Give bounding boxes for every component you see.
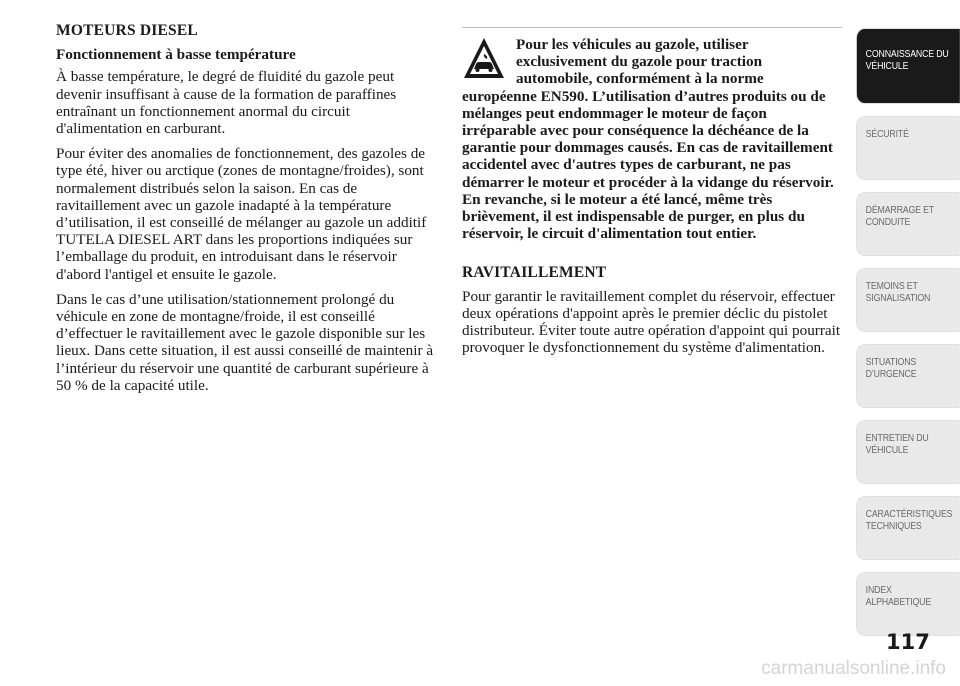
tab-situations-urgence[interactable]: SITUATIONS D’URGENCE: [856, 344, 960, 408]
right-column: [462, 36, 842, 356]
paragraph-fluidite: À basse température, le degré de fluidité du gazole peut devenir insuffisant à cause de la formation de paraffines entraînant un fonctionnement anormal du circuit d'alimentation en carburant.: [56, 68, 397, 138]
paragraph-montagne: Dans le cas d’une utilisation/stationnement prolongé du véhicule en zone de montagne/froide, il est conseillé d’effectuer le ravitaillement avec le gazole disponible sur les lieux. Dans cette situation, il est aussi conseillé de maintenir à l’intérieur du réservoir une quantité de carburant supérieure à 50 % de la capacité utile.: [56, 290, 434, 394]
warning-text: Pour les véhicules au gazole, utiliser exclusivement du gazole pour traction automobile, conformément à la norme européenne EN590. L’utilisation d’autres produits ou de mélanges peut endommager le moteur de façon irréparable avec pour conséquence la déchéance de la garantie pour dommages causés. En cas de ravitaillement accidentel avec d'autres types de carburant, ne pas démarrer le moteur et procéder à la vidange du réservoir. En revanche, si le moteur a été lancé, même très brièvement, il est indispensable de purger, en plus du réservoir, le circuit d'alimentation tout entier.: [462, 36, 834, 243]
car-warning-triangle-icon: [462, 36, 506, 80]
top-divider: [462, 27, 842, 28]
tab-securite[interactable]: SÉCURITÉ: [856, 116, 960, 180]
tab-demarrage-conduite[interactable]: DÉMARRAGE ET CONDUITE: [856, 192, 960, 256]
warning-block: [462, 36, 842, 242]
tab-entretien-vehicule[interactable]: ENTRETIEN DU VÉHICULE: [856, 420, 960, 484]
chapter-tabs: [856, 28, 960, 648]
tab-temoins-signalisation[interactable]: TEMOINS ET SIGNALISATION: [856, 268, 960, 332]
tab-connaissance-vehicule[interactable]: CONNAISSANCE DU VÉHICULE: [856, 28, 960, 104]
section-title-moteurs-diesel: MOTEURS DIESEL: [56, 22, 198, 39]
page-number: 117: [886, 630, 930, 654]
tab-caracteristiques-techniques[interactable]: CARACTÉRISTIQUES TECHNIQUES: [856, 496, 960, 560]
tab-index-alphabetique[interactable]: INDEX ALPHABETIQUE: [856, 572, 960, 636]
paragraph-ravitaillement: Pour garantir le ravitaillement complet du réservoir, effectuer deux opérations d'appoint après le premier déclic du pistolet distributeur. Éviter toute autre opération d'appoint qui pourrait provoquer le dysfonctionnement du système d'alimentation.: [462, 287, 841, 357]
section-title-ravitaillement: RAVITAILLEMENT: [462, 264, 607, 282]
subsection-title-basse-temperature: Fonctionnement à basse température: [56, 46, 296, 64]
left-column: [56, 22, 436, 402]
paragraph-anomalies: Pour éviter des anomalies de fonctionnement, des gazoles de type été, hiver ou arctique (zones de montagne/froides), sont normalement distribués selon la saison. En cas de ravitaillement avec un gazole inadapté à la température d’utilisation, il est conseillé de mélanger au gazole un additif TUTELA DIESEL ART dans les proportions indiquées sur l’emballage du produit, en introduisant dans le réservoir d'abord l'antigel et ensuite le gazole.: [56, 145, 427, 283]
watermark: carmanualsonline.info: [761, 658, 946, 679]
